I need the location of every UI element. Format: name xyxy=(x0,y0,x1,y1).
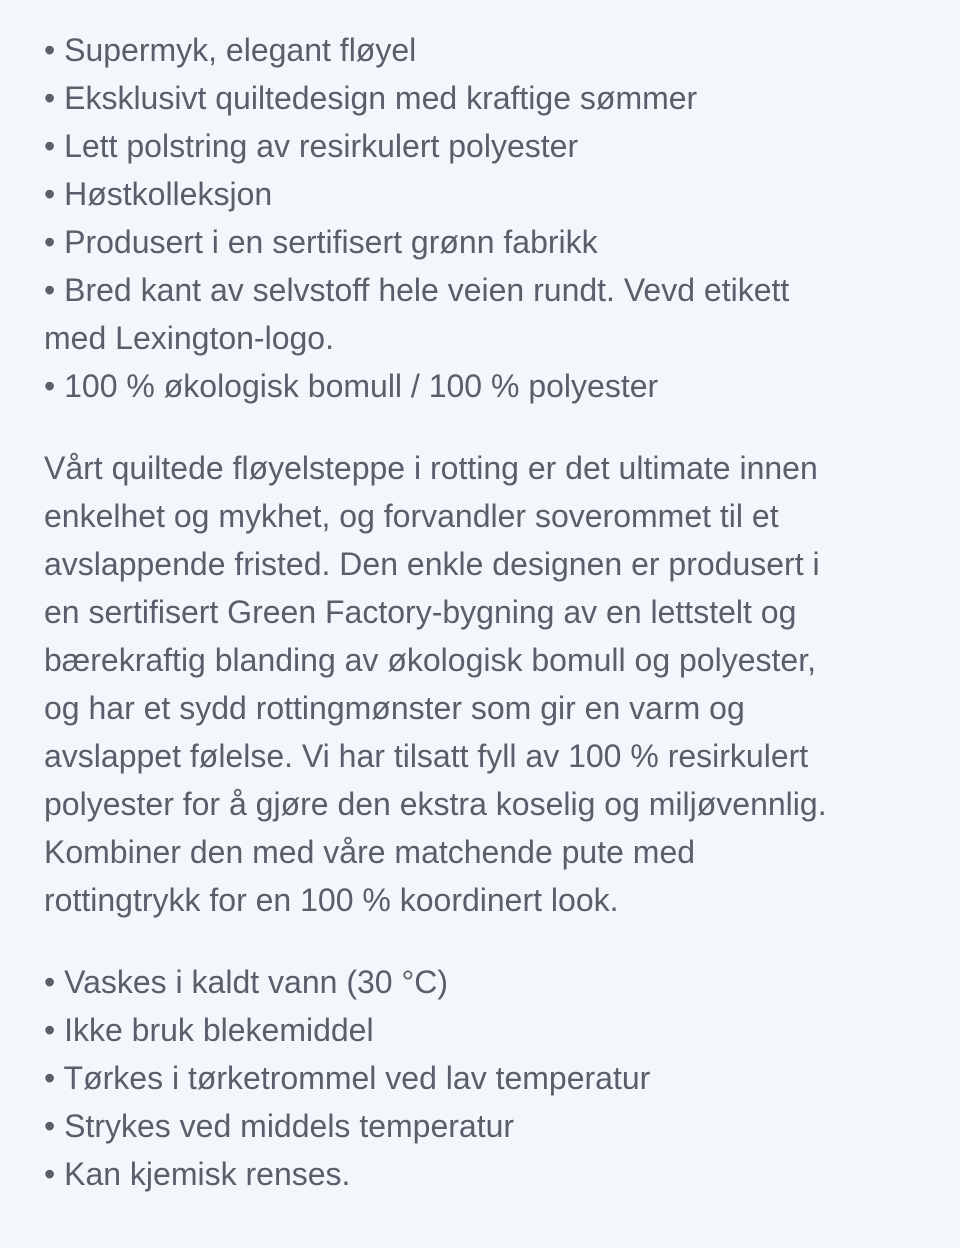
product-description xyxy=(44,26,924,1198)
feature-item: • Bred kant av selvstoff hele veien rundt. Vevd etikett xyxy=(44,272,790,308)
section-gap xyxy=(44,410,924,444)
care-item: • Tørkes i tørketrommel ved lav temperatur xyxy=(44,1060,651,1096)
care-item: • Kan kjemisk renses. xyxy=(44,1156,351,1192)
description-paragraph xyxy=(44,444,924,924)
description-line: enkelhet og mykhet, og forvandler soverommet til et xyxy=(44,498,779,534)
feature-item: • 100 % økologisk bomull / 100 % polyester xyxy=(44,368,659,404)
description-line: Kombiner den med våre matchende pute med xyxy=(44,834,696,870)
description-line: bærekraftig blanding av økologisk bomull og polyester, xyxy=(44,642,816,678)
feature-item: • Produsert i en sertifisert grønn fabrikk xyxy=(44,224,598,260)
feature-item: • Høstkolleksjon xyxy=(44,176,273,212)
care-item: • Ikke bruk blekemiddel xyxy=(44,1012,374,1048)
care-item: • Vaskes i kaldt vann (30 °C) xyxy=(44,964,449,1000)
care-item: • Strykes ved middels temperatur xyxy=(44,1108,515,1144)
feature-list xyxy=(44,26,924,410)
description-line: og har et sydd rottingmønster som gir en varm og xyxy=(44,690,745,726)
feature-item: • Eksklusivt quiltedesign med kraftige sømmer xyxy=(44,80,698,116)
feature-item: • Lett polstring av resirkulert polyester xyxy=(44,128,579,164)
feature-item: • Supermyk, elegant fløyel xyxy=(44,32,417,68)
care-instructions-list xyxy=(44,958,924,1198)
feature-item-continued: med Lexington-logo. xyxy=(44,320,334,356)
description-line: polyester for å gjøre den ekstra koselig og miljøvennlig. xyxy=(44,786,827,822)
description-line: rottingtrykk for en 100 % koordinert look. xyxy=(44,882,619,918)
description-line: Vårt quiltede fløyelsteppe i rotting er det ultimate innen xyxy=(44,450,818,486)
description-line: avslappende fristed. Den enkle designen er produsert i xyxy=(44,546,820,582)
section-gap xyxy=(44,924,924,958)
description-line: en sertifisert Green Factory-bygning av en lettstelt og xyxy=(44,594,797,630)
description-line: avslappet følelse. Vi har tilsatt fyll av 100 % resirkulert xyxy=(44,738,809,774)
